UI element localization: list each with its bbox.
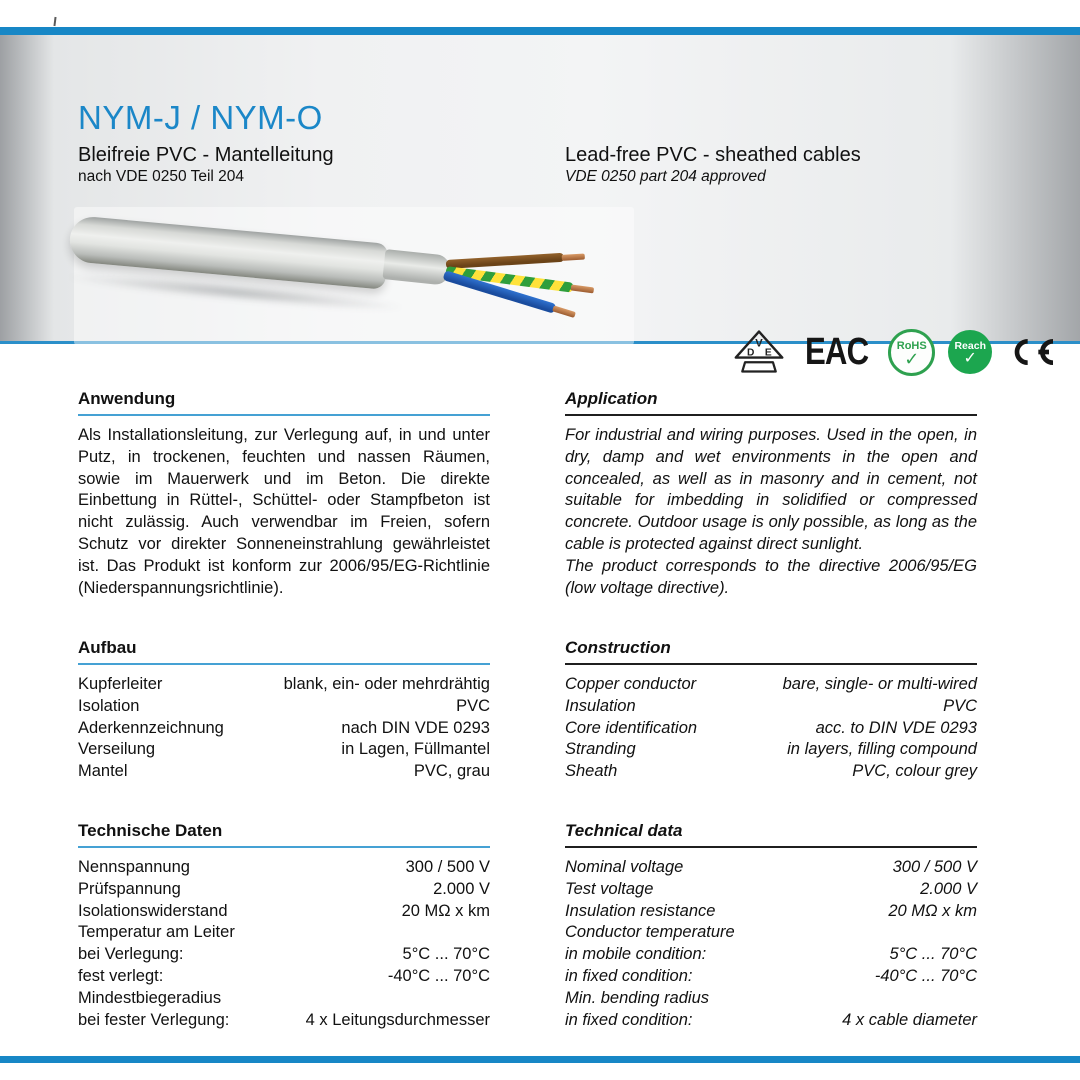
spec-label: Kupferleiter xyxy=(78,675,163,693)
spec-value: nach DIN VDE 0293 xyxy=(341,718,490,737)
spec-row xyxy=(565,739,977,761)
spec-row xyxy=(565,718,977,740)
spec-row xyxy=(565,966,977,988)
section-heading: Construction xyxy=(565,638,977,665)
spec-label: Nennspannung xyxy=(78,858,190,876)
svg-text:V: V xyxy=(755,337,763,350)
reach-label: Reach xyxy=(954,340,986,352)
section-aufbau xyxy=(78,638,490,783)
spec-label: Min. bending radius xyxy=(565,988,710,1007)
spec-row xyxy=(78,739,490,761)
spec-value: blank, ein- oder mehrdrähtig xyxy=(283,675,490,693)
certification-row xyxy=(733,328,1061,376)
spec-label: Conductor temperature xyxy=(565,923,735,942)
section-heading: Anwendung xyxy=(78,389,490,416)
spec-row xyxy=(78,922,490,944)
application-text-2: The product corresponds to the directive 2006/95/EG (low voltage directive). xyxy=(565,556,977,597)
application-text-1: For industrial and wiring purposes. Used in the open, in dry, damp and wet environments in the open and concealed, as well as in masonry and in cement, not suitable for imbedding in solidified or compressed concrete. Outdoor usage is only possible, as long as the cable is protected against direct sunlight. xyxy=(565,426,977,553)
spec-row xyxy=(78,879,490,901)
spec-value: 2.000 V xyxy=(920,879,977,898)
spec-row xyxy=(78,674,490,696)
eac-icon: EAC xyxy=(804,331,869,373)
subtitle-de-line2: nach VDE 0250 Teil 204 xyxy=(78,168,245,185)
spec-label: Prüfspannung xyxy=(78,879,181,898)
spec-row xyxy=(78,1010,490,1032)
spec-value: 300 / 500 V xyxy=(892,858,977,876)
spec-row xyxy=(78,988,490,1010)
spec-value: 20 MΩ x km xyxy=(888,901,977,920)
spec-value: 5°C ... 70°C xyxy=(889,945,977,964)
spec-row xyxy=(565,901,977,923)
vde-triangle-icon xyxy=(733,328,785,376)
spec-label: bei fester Verlegung: xyxy=(78,1010,230,1029)
product-subtitle-english xyxy=(565,144,861,188)
spec-label: in mobile condition: xyxy=(565,945,707,964)
spec-value: in Lagen, Füllmantel xyxy=(341,740,490,759)
spec-value: 20 MΩ x km xyxy=(401,901,490,920)
spec-label: Isolation xyxy=(78,696,140,715)
spec-row xyxy=(565,922,977,944)
cable-photo xyxy=(60,203,680,353)
section-anwendung xyxy=(78,389,490,599)
spec-row xyxy=(565,696,977,718)
reach-checkmark-icon: ✓ xyxy=(963,350,977,367)
spec-label: Copper conductor xyxy=(565,675,697,693)
bottom-blue-bar xyxy=(0,1056,1080,1063)
ce-icon xyxy=(1005,331,1061,373)
spec-row xyxy=(78,901,490,923)
spec-value: 4 x cable diameter xyxy=(842,1010,977,1029)
spec-label: Verseilung xyxy=(78,740,156,759)
spec-label: Nominal voltage xyxy=(565,858,684,876)
spec-label: fest verlegt: xyxy=(78,966,164,985)
spec-value: in layers, filling compound xyxy=(787,740,977,759)
section-construction xyxy=(565,638,977,783)
registration-mark xyxy=(53,17,56,26)
spec-row xyxy=(78,696,490,718)
spec-label: Aderkennzeichnung xyxy=(78,718,224,737)
reach-icon xyxy=(948,330,992,374)
spec-value: -40°C ... 70°C xyxy=(874,966,977,985)
spec-label: Mindestbiegeradius xyxy=(78,988,222,1007)
spec-row xyxy=(565,761,977,783)
subtitle-de-line1: Bleifreie PVC - Mantelleitung xyxy=(78,144,334,166)
rohs-icon xyxy=(888,329,935,376)
spec-value: 4 x Leitungsdurchmesser xyxy=(305,1010,490,1029)
spec-label: Insulation resistance xyxy=(565,901,716,920)
header-band xyxy=(0,35,1080,373)
spec-row xyxy=(78,857,490,879)
spec-row xyxy=(78,944,490,966)
subtitle-en-line1: Lead-free PVC - sheathed cables xyxy=(565,144,861,166)
spec-row xyxy=(565,988,977,1010)
spec-value: -40°C ... 70°C xyxy=(387,966,490,985)
spec-label: Test voltage xyxy=(565,879,654,898)
spec-row xyxy=(78,718,490,740)
spec-row xyxy=(565,879,977,901)
spec-value: 5°C ... 70°C xyxy=(402,945,490,964)
subtitle-en-line2: VDE 0250 part 204 approved xyxy=(565,168,766,185)
section-heading: Application xyxy=(565,389,977,416)
product-subtitle-german xyxy=(78,144,334,188)
spec-label: Isolationswiderstand xyxy=(78,901,228,920)
spec-row xyxy=(565,944,977,966)
spec-row xyxy=(78,966,490,988)
section-application xyxy=(565,389,977,599)
spec-label: bei Verlegung: xyxy=(78,945,184,964)
spec-value: PVC, colour grey xyxy=(852,762,977,781)
spec-row xyxy=(565,674,977,696)
spec-row xyxy=(565,1010,977,1032)
spec-value: bare, single- or multi-wired xyxy=(782,675,977,693)
spec-value: PVC xyxy=(456,696,490,715)
spec-value: PVC, grau xyxy=(413,762,490,781)
spec-row xyxy=(78,761,490,783)
spec-value: 300 / 500 V xyxy=(405,858,490,876)
spec-label: Mantel xyxy=(78,762,128,781)
rohs-checkmark-icon: ✓ xyxy=(904,348,920,369)
spec-label: Core identification xyxy=(565,718,698,737)
section-heading: Aufbau xyxy=(78,638,490,665)
anwendung-text: Als Installationsleitung, zur Verlegung auf, in und unter Putz, in trockenen, feuchten und nassen Räumen, sowie im Mauerwerk und im Beton. Die direkte Einbettung in Rüttel-, Schüttel- oder Stampfbeton ist nicht zulässig. Auch verwendbar im Freien, sofern Schutz vor direkter Sonneneinstrahlung gewährleistet ist. Das Produkt ist konform zur 2006/95/EG-Richtlinie (Niederspannungsrichtlinie). xyxy=(78,426,490,597)
section-technical-data xyxy=(565,821,977,1031)
section-technische-daten xyxy=(78,821,490,1031)
spec-label: in fixed condition: xyxy=(565,966,693,985)
svg-text:E: E xyxy=(764,347,772,359)
spec-value: PVC xyxy=(943,696,977,715)
spec-value: 2.000 V xyxy=(433,879,490,898)
spec-label: Insulation xyxy=(565,696,636,715)
spec-label: Temperatur am Leiter xyxy=(78,923,235,942)
rohs-label: RoHS xyxy=(896,339,927,352)
top-blue-bar xyxy=(0,27,1080,35)
page-title: NYM-J / NYM-O xyxy=(78,99,323,136)
spec-label: Stranding xyxy=(565,740,636,759)
spec-label: in fixed condition: xyxy=(565,1010,693,1029)
spec-value: acc. to DIN VDE 0293 xyxy=(815,718,977,737)
section-heading: Technische Daten xyxy=(78,821,490,848)
section-heading: Technical data xyxy=(565,821,977,848)
svg-text:D: D xyxy=(746,347,755,359)
spec-row xyxy=(565,857,977,879)
spec-label: Sheath xyxy=(565,762,618,781)
